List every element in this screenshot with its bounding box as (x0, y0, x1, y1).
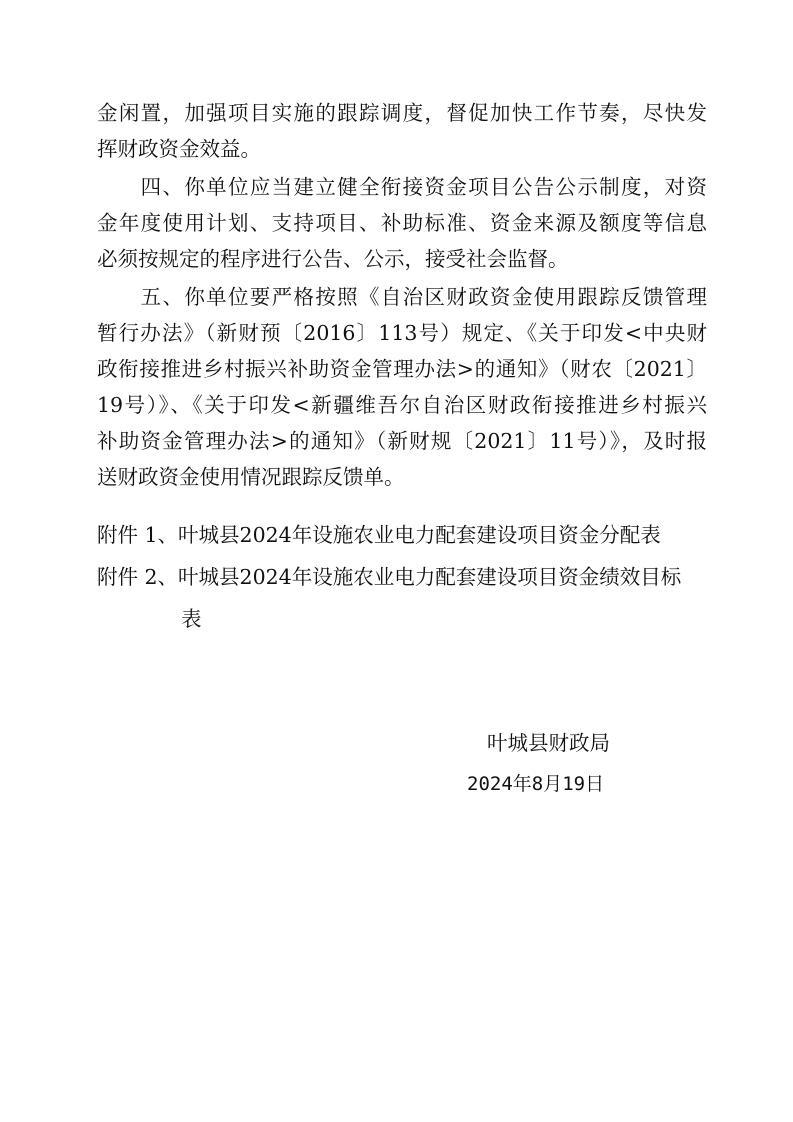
paragraph-line: 政衔接推进乡村振兴补助资金管理办法>的通知》（财农〔2021〕 (97, 357, 707, 381)
paragraph-line: 挥财政资金效益。 (97, 137, 261, 161)
paragraph-line: 金年度使用计划、支持项目、补助标准、资金来源及额度等信息 (97, 211, 707, 235)
attachment-1: 附件 1、叶城县2024年设施农业电力配套建设项目资金分配表 (97, 523, 661, 547)
attachment-2-continuation: 表 (181, 607, 202, 631)
paragraph-line: 四、你单位应当建立健全衔接资金项目公告公示制度，对资 (97, 175, 707, 199)
signature-org: 叶城县财政局 (487, 731, 610, 755)
paragraph-line: 送财政资金使用情况跟踪反馈单。 (97, 465, 405, 489)
paragraph-line: 必须按规定的程序进行公告、公示，接受社会监督。 (97, 247, 569, 271)
paragraph-line: 补助资金管理办法>的通知》（新财规〔2021〕11号）》，及时报 (97, 429, 707, 453)
paragraph-line: 五、你单位要严格按照《自治区财政资金使用跟踪反馈管理 (97, 285, 707, 309)
attachment-2: 附件 2、叶城县2024年设施农业电力配套建设项目资金绩效目标 (97, 565, 682, 589)
paragraph-line: 19号）》、《关于印发<新疆维吾尔自治区财政衔接推进乡村振兴 (97, 393, 707, 417)
signature-date: 2024年8月19日 (467, 773, 605, 795)
paragraph-line: 暂行办法》（新财预〔2016〕113号）规定、《关于印发<中央财 (97, 321, 707, 345)
paragraph-line: 金闲置，加强项目实施的跟踪调度，督促加快工作节奏，尽快发 (97, 101, 707, 125)
